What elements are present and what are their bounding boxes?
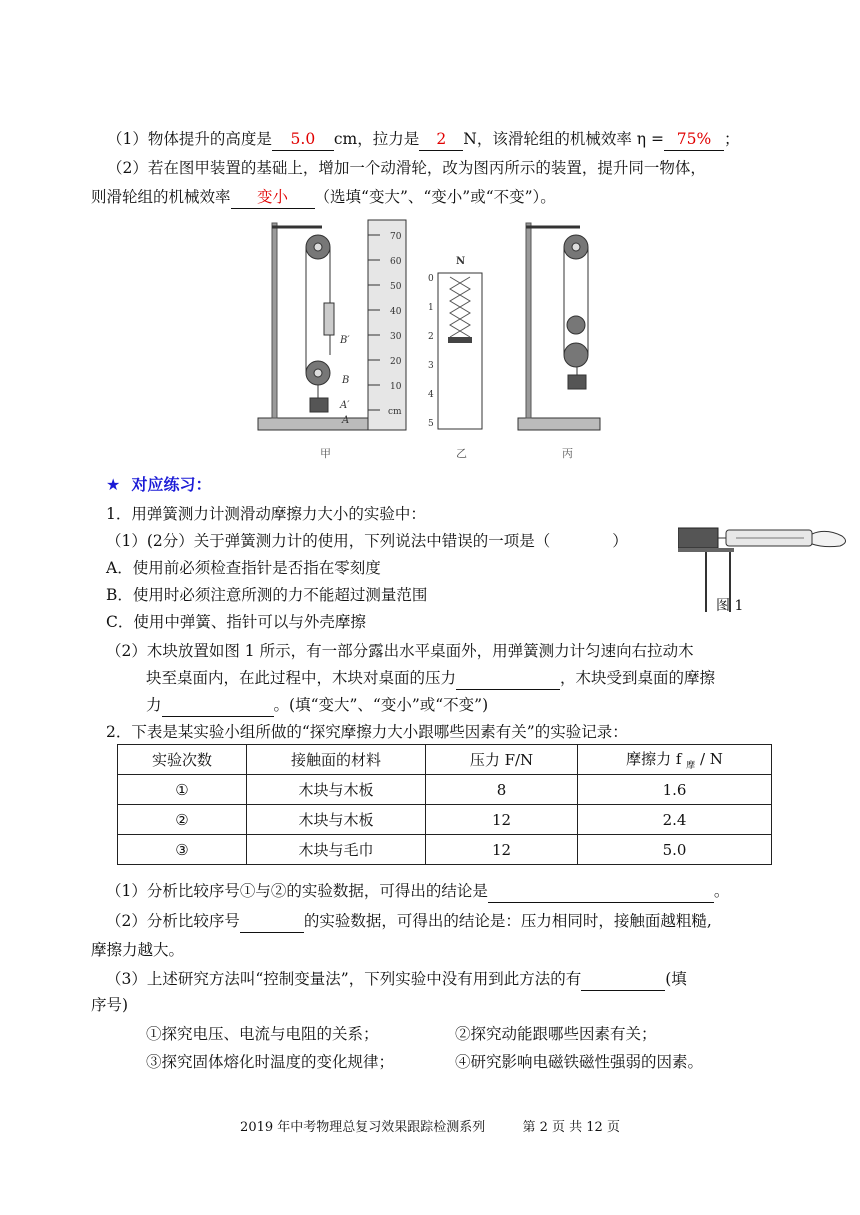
section-title: 对应练习：	[131, 475, 212, 494]
text: 则滑轮组的机械效率	[91, 188, 231, 206]
text: （1）分析比较序号①与②的实验数据，可得出的结论是	[106, 882, 488, 900]
ruler-tick-label: 20	[390, 357, 402, 367]
text: （3）上述研究方法叫“控制变量法”，下列实验中没有用到此方法的有	[106, 970, 582, 988]
q1-option-c: C．使用中弹簧、指针可以与外壳摩擦	[106, 613, 366, 631]
answer-height: 5.0	[272, 128, 334, 151]
point-label: B	[342, 375, 350, 386]
table-cell: 木块与木板	[247, 805, 426, 835]
q-prev-part2-line2	[91, 186, 556, 209]
header-cell: 接触面的材料	[247, 745, 426, 775]
q2-option-3: ③探究固体熔化时温度的变化规律；	[146, 1053, 395, 1071]
q2-part3-line2: 序号)	[91, 996, 129, 1014]
q1-option-a: A．使用前必须检查指针是否指在零刻度	[106, 559, 381, 577]
section-heading	[106, 474, 212, 496]
q1-part1: （1）(2分）关于弹簧测力计的使用，下列说法中错误的一项是（ ）	[106, 532, 628, 550]
figure-1-label: 图 1	[716, 598, 744, 614]
answer-force: 2	[419, 128, 463, 151]
answer-efficiency: 75%	[664, 128, 724, 151]
text: ；	[723, 130, 740, 148]
page-footer	[0, 1116, 860, 1135]
text: 力	[146, 696, 162, 714]
text: （选填“变大”、“变小”或“不变”）。	[314, 188, 556, 206]
text: ，木块受到桌面的摩擦	[560, 669, 716, 687]
table-cell: 1.6	[578, 775, 772, 805]
point-label: B′	[340, 335, 350, 346]
text: cm，拉力是	[333, 130, 420, 148]
q1-part2-line1: （2）木块放置如图 1 所示，有一部分露出水平桌面外，用弹簧测力计匀速向右拉动木	[106, 642, 694, 660]
table-row	[118, 775, 772, 805]
q2-part2-line1	[106, 910, 712, 933]
table-row	[118, 805, 772, 835]
meter-number: 3	[428, 361, 434, 371]
q2-option-1: ①探究电压、电流与电阻的关系；	[146, 1025, 379, 1043]
experiment-record-table	[117, 744, 772, 865]
figure-label-yi: 乙	[456, 447, 467, 460]
header-cell: 压力 F/N	[426, 745, 578, 775]
blank-pressure[interactable]	[456, 667, 560, 690]
footer-page-number: 第 2 页 共 12 页	[522, 1120, 620, 1135]
q1-option-b: B．使用时必须注意所测的力不能超过测量范围	[106, 586, 428, 604]
header-cell-friction	[578, 745, 772, 775]
table-cell: ②	[118, 805, 247, 835]
ruler-tick-label: 40	[390, 307, 402, 317]
q1-part2-line2	[146, 667, 715, 690]
pulley-experiment-figure	[250, 215, 620, 463]
point-label: A	[342, 415, 350, 426]
header-cell: 实验次数	[118, 745, 247, 775]
ruler-tick-label: 10	[390, 382, 402, 392]
figure-1-block-on-table	[678, 520, 853, 615]
table-cell: 5.0	[578, 835, 772, 865]
table-row	[118, 835, 772, 865]
meter-number: 0	[428, 274, 434, 284]
table-cell: ①	[118, 775, 247, 805]
table-cell: 木块与木板	[247, 775, 426, 805]
q2-part2-line2: 摩擦力越大。	[91, 941, 185, 959]
text: 。	[713, 882, 730, 900]
table-cell: 12	[426, 835, 578, 865]
star-icon: ★	[106, 475, 121, 494]
footer-series: 2019 年中考物理总复习效果跟踪检测系列	[240, 1120, 486, 1135]
q1-stem: 1．用弹簧测力计测滑动摩擦力大小的实验中：	[106, 505, 426, 523]
blank-sequence[interactable]	[240, 910, 304, 933]
ruler-tick-label: 50	[390, 282, 402, 292]
blank-friction[interactable]	[162, 694, 274, 717]
table-cell: ③	[118, 835, 247, 865]
meter-number: 2	[428, 332, 434, 342]
ruler-tick-label: 60	[390, 257, 402, 267]
text: （1）物体提升的高度是	[107, 130, 272, 148]
text: / N	[699, 750, 723, 768]
figure-label-bing: 丙	[562, 447, 573, 460]
blank-conclusion[interactable]	[488, 880, 714, 903]
table-header-row	[118, 745, 772, 775]
subscript: 摩	[686, 761, 696, 771]
text: 摩擦力 f	[626, 750, 682, 768]
table-cell: 2.4	[578, 805, 772, 835]
text: （2）分析比较序号	[106, 912, 240, 930]
text: 。(填“变大”、“变小”或“不变”)	[273, 696, 489, 714]
text: (填	[665, 970, 687, 988]
meter-unit: N	[456, 256, 466, 267]
q-prev-part1	[107, 128, 739, 151]
meter-number: 5	[428, 419, 434, 429]
figure-label-jia: 甲	[320, 447, 331, 460]
text: 块至桌面内，在此过程中，木块对桌面的压力	[146, 669, 457, 687]
text: N，该滑轮组的机械效率 η =	[463, 130, 664, 148]
ruler-tick-label: 30	[390, 332, 402, 342]
q2-part3-line1	[106, 968, 687, 991]
meter-number: 4	[428, 390, 434, 400]
q2-part1	[106, 880, 729, 903]
table-cell: 8	[426, 775, 578, 805]
ruler-tick-label: cm	[388, 407, 402, 417]
table-cell: 木块与毛巾	[247, 835, 426, 865]
text: 的实验数据，可得出的结论是：压力相同时，接触面越粗糙,	[303, 912, 712, 930]
meter-number: 1	[428, 303, 434, 313]
blank-method[interactable]	[581, 968, 665, 991]
q-prev-part2-line1: （2）若在图甲装置的基础上，增加一个动滑轮，改为图丙所示的装置，提升同一物体，	[107, 159, 706, 177]
q2-option-4: ④研究影响电磁铁磁性强弱的因素。	[455, 1053, 704, 1071]
answer-efficiency-change: 变小	[231, 186, 315, 209]
q2-option-2: ②探究动能跟哪些因素有关；	[455, 1025, 657, 1043]
ruler-tick-label: 70	[390, 232, 402, 242]
table-cell: 12	[426, 805, 578, 835]
point-label: A′	[340, 400, 350, 411]
q2-stem: 2．下表是某实验小组所做的“探究摩擦力大小跟哪些因素有关”的实验记录：	[106, 723, 628, 741]
q1-part2-line3	[146, 694, 488, 717]
